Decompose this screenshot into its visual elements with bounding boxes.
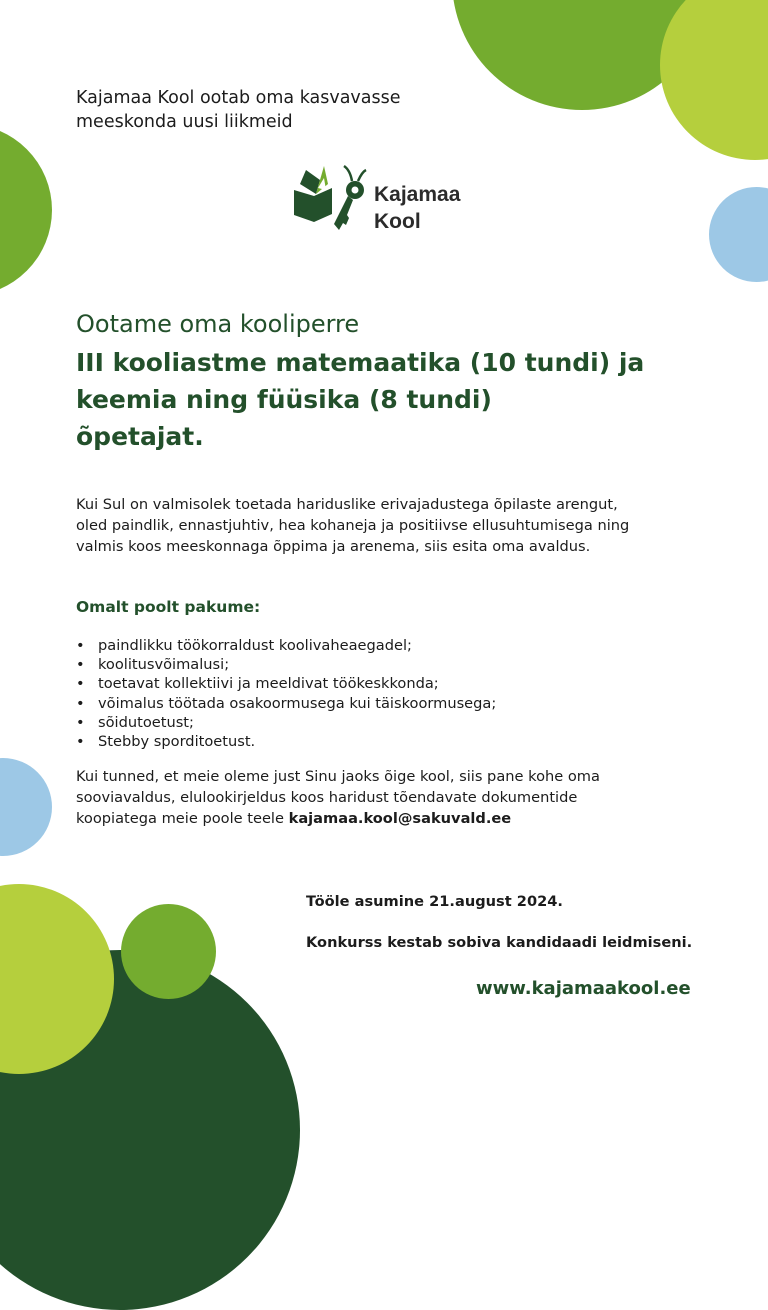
paragraph-line bbox=[76, 808, 716, 829]
logo-wordmark bbox=[374, 181, 460, 235]
paragraph-text: koopiatega meie poole teele bbox=[76, 810, 289, 827]
logo-line: Kajamaa bbox=[374, 183, 461, 206]
email-link[interactable]: kajamaa.kool@sakuvald.ee bbox=[288, 810, 512, 827]
job-title-heading bbox=[76, 344, 716, 455]
paragraph-line: Kui Sul on valmisolek toetada hariduslike erivajadustega õpilaste arengut, bbox=[76, 496, 618, 513]
heading-line: keemia ning füüsika (8 tundi) bbox=[76, 385, 492, 414]
website-link[interactable]: www.kajamaakool.ee bbox=[476, 978, 691, 999]
list-item: • Stebby sporditoetust. bbox=[76, 732, 496, 751]
list-item: • toetavat kollektiivi ja meeldivat töökeskkonda; bbox=[76, 674, 496, 693]
decor-circle-left-green bbox=[0, 124, 52, 296]
heading-lead: Ootame oma kooliperre bbox=[76, 310, 360, 338]
application-paragraph bbox=[76, 766, 716, 829]
intro-line: meeskonda uusi liikmeid bbox=[76, 112, 293, 132]
book-key-icon bbox=[292, 160, 372, 236]
intro-text bbox=[76, 86, 456, 134]
list-item: • sõidutoetust; bbox=[76, 713, 496, 732]
offer-title: Omalt poolt pakume: bbox=[76, 598, 261, 616]
decor-circle-right-blue bbox=[709, 187, 768, 282]
logo-line: Kool bbox=[374, 210, 421, 233]
decor-circle-bottom-green bbox=[121, 904, 216, 999]
decor-circle-top-lightgreen bbox=[660, 0, 768, 160]
paragraph-line: oled paindlik, ennastjuhtiv, hea kohaneja ja positiivse ellusuhtumisega ning bbox=[76, 517, 630, 534]
offer-list bbox=[76, 636, 496, 751]
heading-line: õpetajat. bbox=[76, 422, 204, 451]
paragraph-line: Kui tunned, et meie oleme just Sinu jaoks õige kool, siis pane kohe oma bbox=[76, 768, 600, 785]
contest-note: Konkurss kestab sobiva kandidaadi leidmiseni. bbox=[306, 934, 693, 951]
start-date: Tööle asumine 21.august 2024. bbox=[306, 893, 563, 910]
requirements-paragraph bbox=[76, 494, 716, 557]
heading-line: III kooliastme matemaatika (10 tundi) ja bbox=[76, 348, 645, 377]
intro-line: Kajamaa Kool ootab oma kasvavasse bbox=[76, 88, 401, 108]
list-item: • paindlikku töökorraldust koolivaheaegadel; bbox=[76, 636, 496, 655]
paragraph-line: sooviavaldus, elulookirjeldus koos haridust tõendavate dokumentide bbox=[76, 789, 578, 806]
list-item: • koolitusvõimalusi; bbox=[76, 655, 496, 674]
paragraph-line: valmis koos meeskonnaga õppima ja arenema, siis esita oma avaldus. bbox=[76, 538, 591, 555]
list-item: • võimalus töötada osakoormusega kui täiskoormusega; bbox=[76, 694, 496, 713]
decor-circle-left-blue bbox=[0, 758, 52, 856]
